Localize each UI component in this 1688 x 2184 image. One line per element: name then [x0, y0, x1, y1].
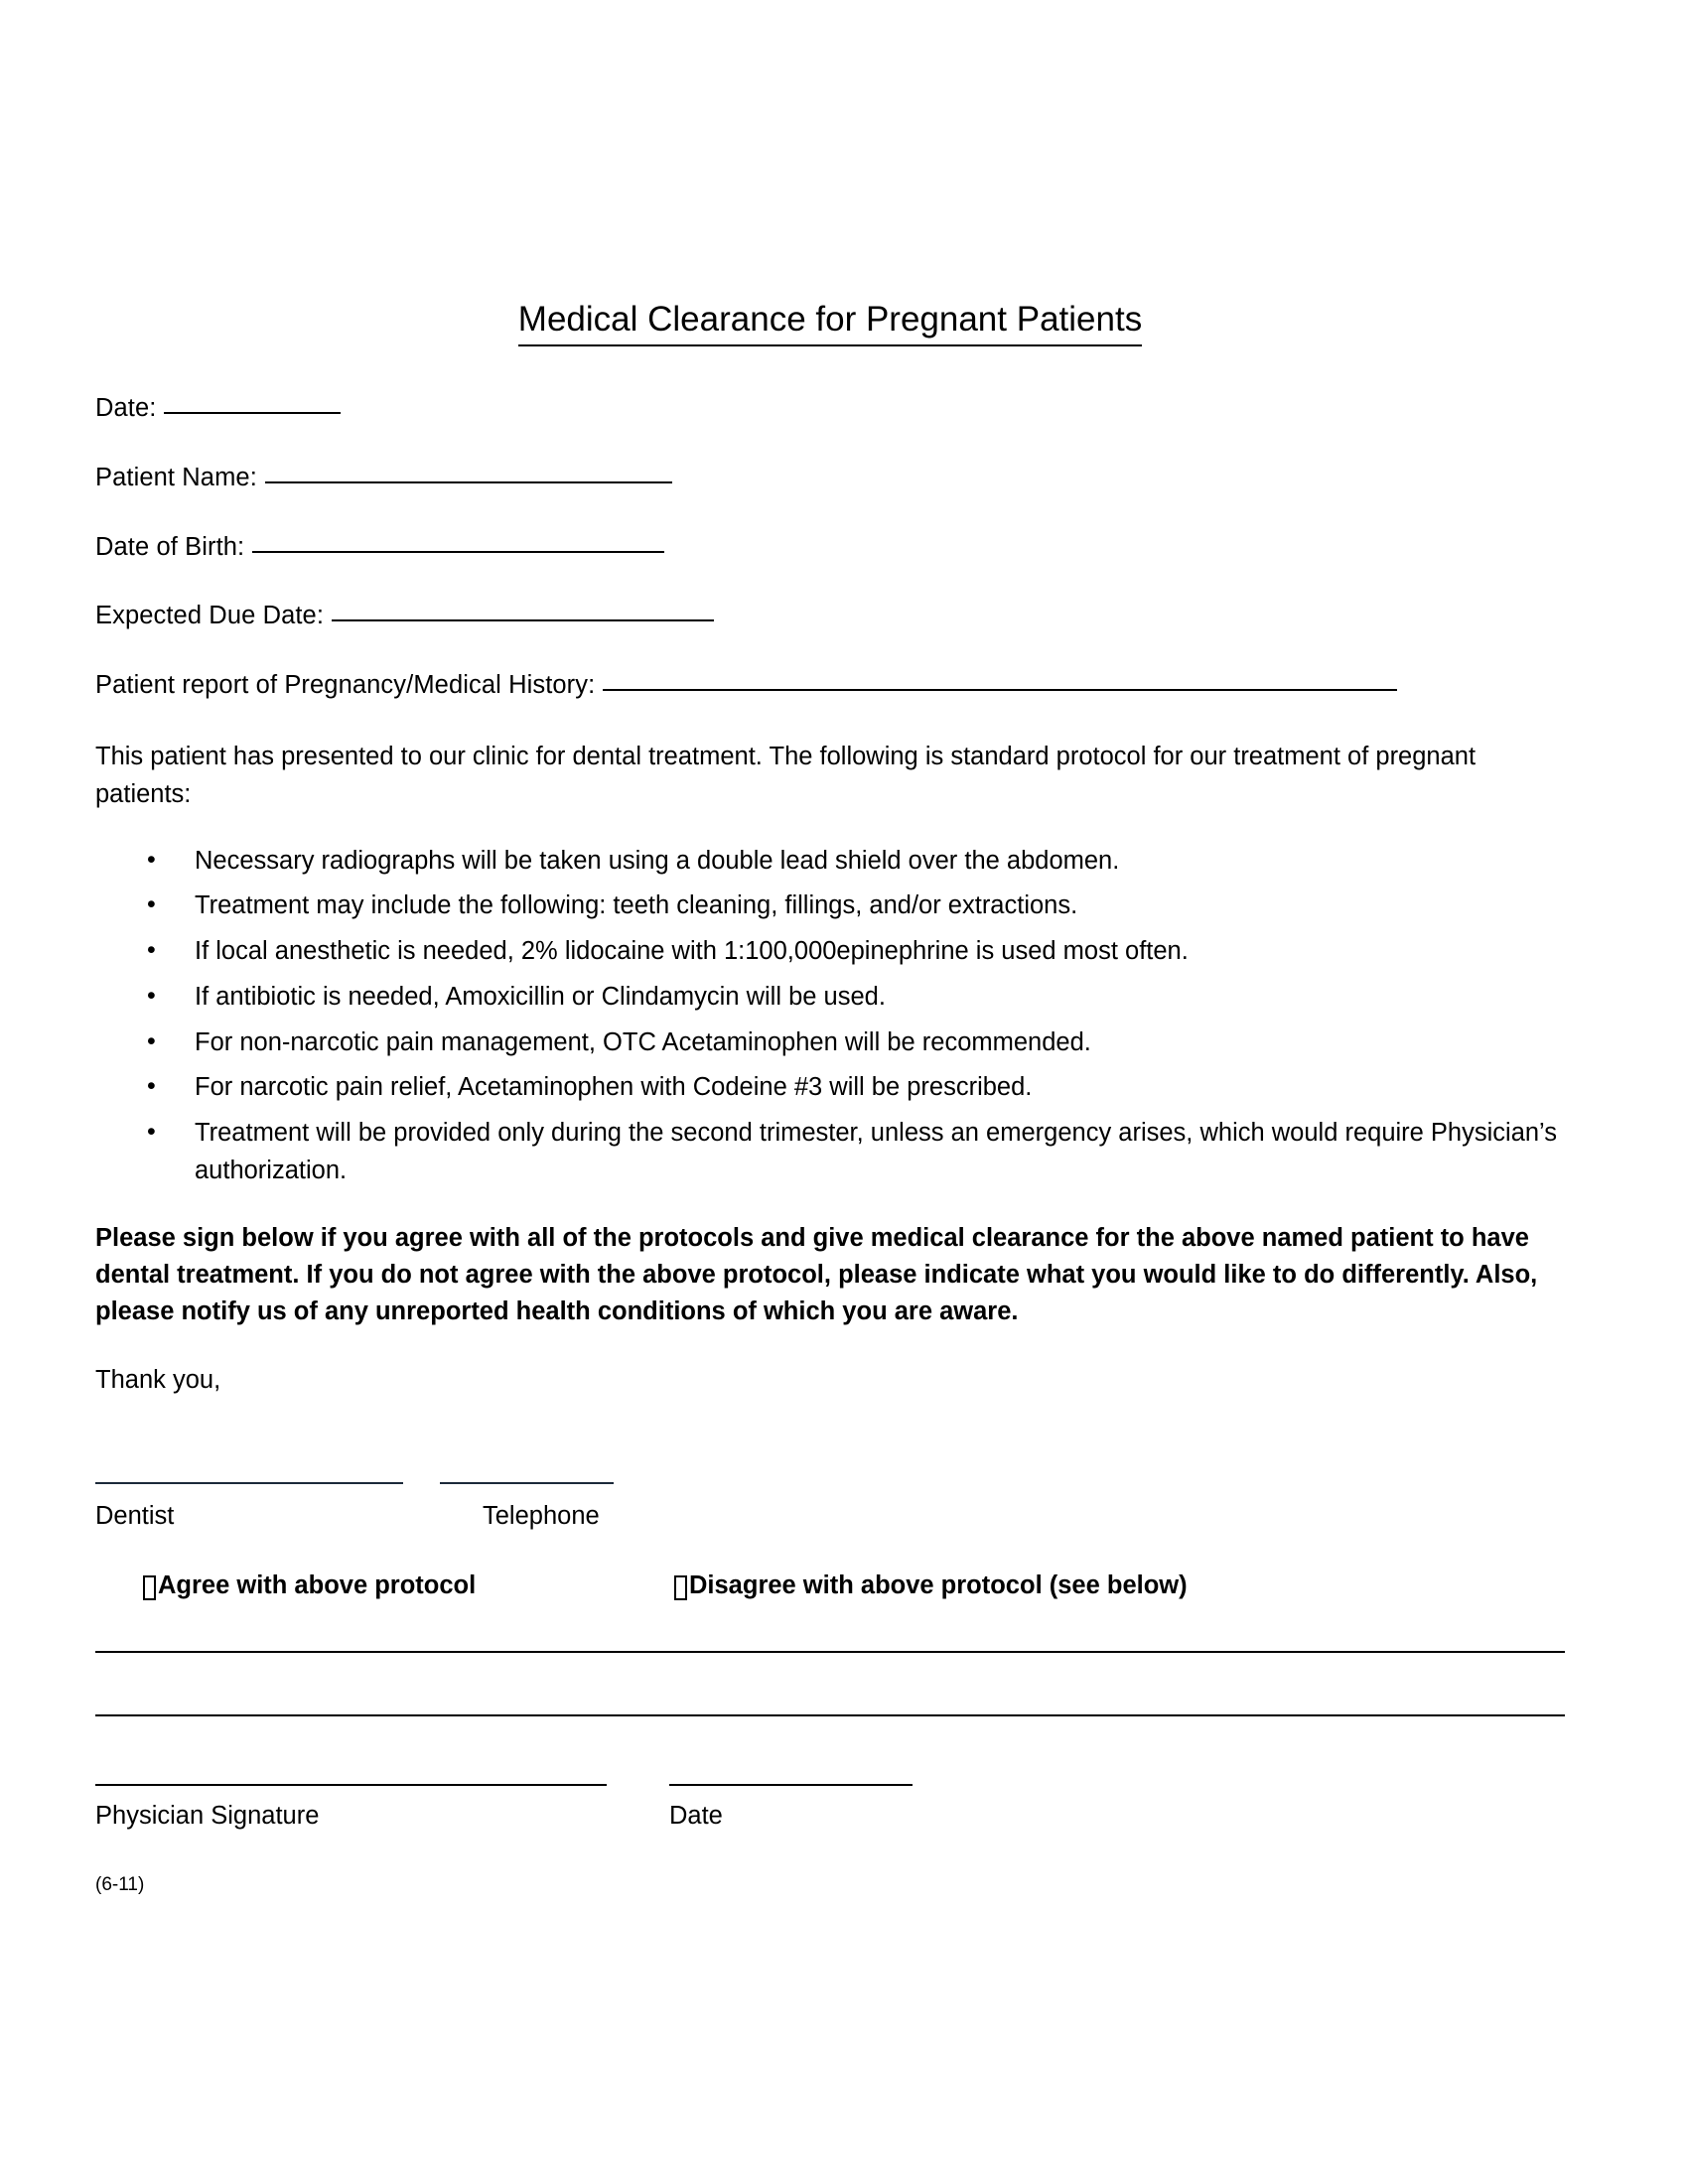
revision-note: (6-11) [95, 1874, 145, 1896]
physician-date-label: Date [669, 1802, 723, 1831]
field-medical-history [95, 669, 1565, 703]
physician-signature-rules [95, 1784, 1565, 1794]
physician-date-line[interactable] [669, 1784, 913, 1786]
field-expected-due-date-input[interactable] [332, 618, 714, 621]
telephone-line[interactable] [440, 1482, 614, 1484]
agreement-options [95, 1570, 1565, 1615]
list-item: • Treatment will be provided only during the second trimester, unless an emergency arises, which would require Physician’s authorization. [147, 1115, 1565, 1189]
field-expected-due-date-label: Expected Due Date: [95, 602, 325, 630]
dentist-telephone-labels [95, 1500, 1565, 1540]
list-item: • If local anesthetic is needed, 2% lidocaine with 1:100,000epinephrine is used most often. [147, 933, 1565, 971]
checkbox-icon[interactable] [143, 1575, 156, 1600]
intro-paragraph: This patient has presented to our clinic for dental treatment. The following is standard protocol for our treatment of pregnant patients: [95, 743, 1477, 808]
field-date-of-birth-input[interactable] [252, 550, 664, 553]
dentist-label: Dentist [95, 1502, 175, 1531]
signature-request-paragraph: Please sign below if you agree with all of the protocols and give medical clearance for the above named patient to have dental treatment. If you do not agree with the above protocol, please indicate what you would like to do differently. Also, please notify us of any unreported health conditions of which you are aware. [95, 1223, 1538, 1326]
list-item: • For non-narcotic pain management, OTC Acetaminophen will be recommended. [147, 1024, 1565, 1062]
field-date-of-birth-label: Date of Birth: [95, 532, 245, 561]
writein-gap [95, 1653, 1565, 1714]
physician-signature-label: Physician Signature [95, 1802, 320, 1831]
agree-option-label: Agree with above protocol [158, 1571, 477, 1600]
dentist-signature-rules [95, 1482, 1565, 1492]
list-item: • If antibiotic is needed, Amoxicillin or Clindamycin will be used. [147, 979, 1565, 1017]
field-date-label: Date: [95, 393, 157, 422]
disagree-option-label: Disagree with above protocol (see below) [689, 1571, 1188, 1600]
physician-signature-line[interactable] [95, 1784, 607, 1786]
page-title [95, 298, 1565, 348]
list-item: • Treatment may include the following: teeth cleaning, fillings, and/or extractions. [147, 887, 1565, 925]
agree-option[interactable] [143, 1570, 476, 1602]
protocol-list [95, 843, 1565, 1190]
disagree-option[interactable] [674, 1570, 1188, 1602]
field-patient-name-input[interactable] [265, 480, 672, 483]
field-patient-name-label: Patient Name: [95, 463, 257, 491]
closing-text: Thank you, [95, 1366, 221, 1395]
page-title-text: Medical Clearance for Pregnant Patients [518, 298, 1142, 346]
telephone-label: Telephone [483, 1502, 600, 1531]
document-body [95, 298, 1565, 1898]
dentist-signature-line[interactable] [95, 1482, 403, 1484]
field-date-of-birth [95, 531, 1565, 565]
field-date-input[interactable] [164, 411, 341, 414]
physician-labels [95, 1800, 1565, 1840]
list-item: • Necessary radiographs will be taken using a double lead shield over the abdomen. [147, 843, 1565, 881]
field-medical-history-input[interactable] [603, 688, 1397, 691]
field-date [95, 392, 1565, 426]
field-patient-name [95, 462, 1565, 495]
checkbox-icon[interactable] [674, 1575, 687, 1600]
list-item: • For narcotic pain relief, Acetaminophen with Codeine #3 will be prescribed. [147, 1069, 1565, 1107]
field-medical-history-label: Patient report of Pregnancy/Medical History: [95, 671, 596, 700]
field-expected-due-date [95, 600, 1565, 633]
writein-gap [95, 1716, 1565, 1782]
